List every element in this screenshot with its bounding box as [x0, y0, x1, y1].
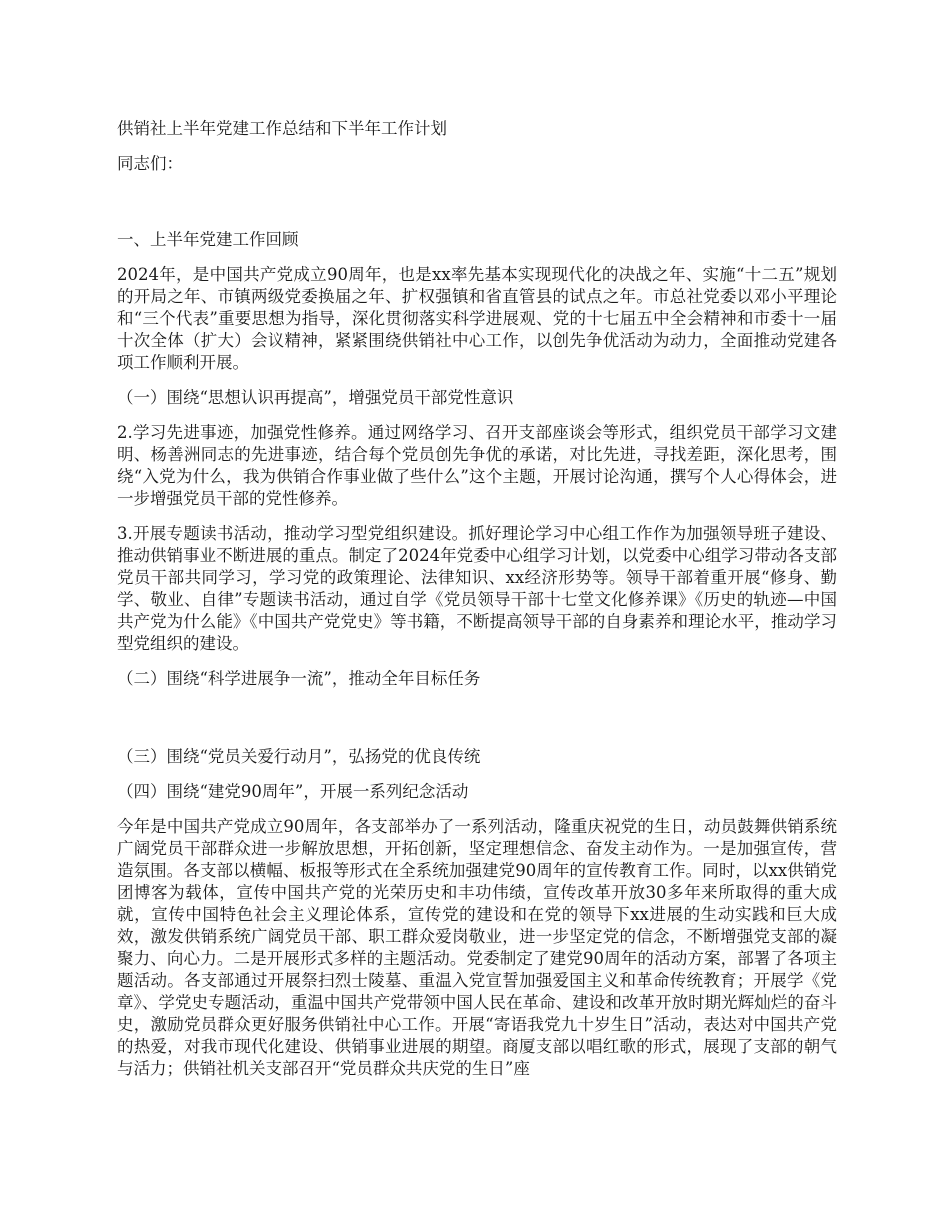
document-page [117, 118, 837, 1080]
salutation: 同志们： [117, 154, 183, 173]
document-title: 供销社上半年党建工作总结和下半年工作计划 [117, 119, 447, 138]
subheading-90th-anniversary: （四）围绕“建党90周年”，开展一系列纪念活动 [117, 782, 469, 801]
subheading-scientific-development: （二）围绕“科学进展争一流”，推动全年目标任务 [117, 669, 481, 688]
section-heading-review: 一、上半年党建工作回顾 [117, 230, 299, 249]
subheading-care-action-month: （三）围绕“党员关爱行动月”，弘扬党的优良传统 [117, 747, 481, 766]
paragraph-intro: 2024年，是中国共产党成立90周年，也是xx率先基本实现现代化的决战之年、实施“十二五”规划的开局之年、市镇两级党委换届之年、扩权强镇和省直管县的试点之年。市总社党委以邓小平理论和“三个代表”重要思想为指导，深化贯彻落实科学进展观、党的十七届五中全会精神和市委十一届十次全体（扩大）会议精神，紧紧围绕供销社中心工作，以创先争优活动为动力，全面推动党建各项工作顺利开展。 [117, 265, 837, 372]
paragraph-advanced-deeds: 2.学习先进事迹，加强党性修养。通过网络学习、召开支部座谈会等形式，组织党员干部学习文建明、杨善洲同志的先进事迹，结合每个党员创先争优的承诺，对比先进，寻找差距，深化思考，围绕“入党为什么，我为供销合作事业做了些什么”这个主题，开展讨论沟通，撰写个人心得体会，进一步增强党员干部的党性修养。 [117, 423, 837, 508]
paragraph-anniversary-activities: 今年是中国共产党成立90周年，各支部举办了一系列活动，隆重庆祝党的生日，动员鼓舞供销系统广阔党员干部群众进一步解放思想，开拓创新，坚定理想信念、奋发主动作为。一是加强宣传，营造氛围。各支部以横幅、板报等形式在全系统加强建党90周年的宣传教育工作。同时，以xx供销党团博客为载体，宣传中国共产党的光荣历史和丰功伟绩，宣传改革开放30多年来所取得的重大成就，宣传中国特色社会主义理论体系，宣传党的建设和在党的领导下xx进展的生动实践和巨大成效，激发供销系统广阔党员干部、职工群众爱岗敬业，进一步坚定党的信念，不断增强党支部的凝聚力、向心力。二是开展形式多样的主题活动。党委制定了建党90周年的活动方案，部署了各项主题活动。各支部通过开展祭扫烈士陵墓、重温入党宣誓加强爱国主义和革命传统教育；开展学《党章》、学党史专题活动，重温中国共产党带领中国人民在革命、建设和改革开放时期光辉灿烂的奋斗史，激励党员群众更好服务供销社中心工作。开展“寄语我党九十岁生日”活动，表达对中国共产党的热爱，对我市现代化建设、供销事业进展的期望。商厦支部以唱红歌的形式，展现了支部的朝气与活力；供销社机关支部召开“党员群众共庆党的生日”座 [117, 817, 837, 1078]
paragraph-reading-activity: 3.开展专题读书活动，推动学习型党组织建设。抓好理论学习中心组工作作为加强领导班子建设、推动供销事业不断进展的重点。制定了2024年党委中心组学习计划，以党委中心组学习带动各支部党员干部共同学习，学习党的政策理论、法律知识、xx经济形势等。领导干部着重开展“修身、勤学、敬业、自律”专题读书活动，通过自学《党员领导干部十七堂文化修养课》《历史的轨迹—中国共产党为什么能》《中国共产党党史》等书籍，不断提高领导干部的自身素养和理论水平，推动学习型党组织的建设。 [117, 524, 837, 653]
subheading-ideology: （一）围绕“思想认识再提高”，增强党员干部党性意识 [117, 388, 514, 407]
